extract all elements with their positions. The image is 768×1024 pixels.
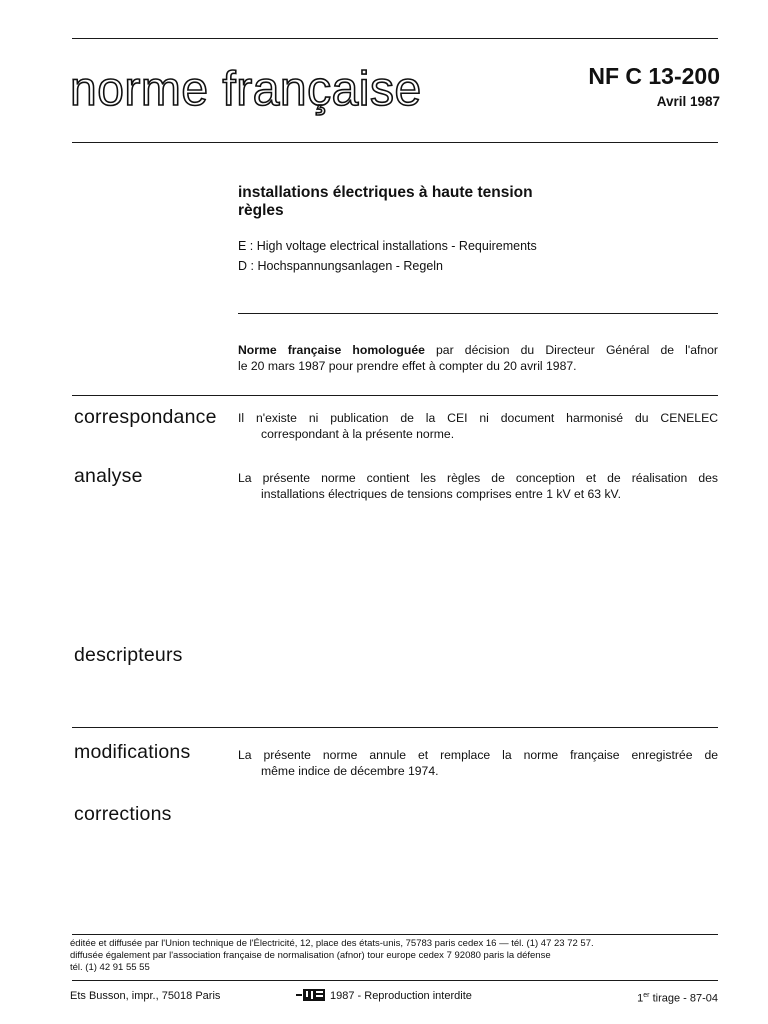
header-rule (72, 142, 718, 143)
correspondance-line-2: correspondant à la présente norme. (261, 427, 455, 441)
tirage-superscript: er (643, 992, 650, 999)
homologation-rest: par décision du Directeur Général de l'afnor (424, 343, 718, 357)
tirage-number: 1 (637, 992, 644, 1005)
correspondance-text (238, 410, 718, 442)
title-line-1: installations électriques à haute tension (238, 184, 533, 201)
modifications-line-1: La présente norme annule et remplace la norme française enregistrée de (238, 748, 718, 762)
homologation-bold: Norme française homologuée (238, 343, 425, 357)
heading-corrections: corrections (74, 803, 172, 825)
analyse-text (238, 470, 718, 502)
standard-reference: NF C 13-200 (588, 63, 720, 89)
ute-logo-icon (296, 989, 326, 1001)
publication-date: Avril 1987 (656, 94, 720, 109)
copyright-text: 1987 - Reproduction interdite (330, 990, 472, 1002)
homologation-line-2: le 20 mars 1987 pour prendre effet à compter du 20 avril 1987. (238, 359, 577, 373)
heading-descripteurs: descripteurs (74, 644, 183, 666)
modifications-line-2: même indice de décembre 1974. (261, 764, 439, 778)
copyright-notice (296, 989, 472, 1003)
publisher-line-1: éditée et diffusée par l'Union technique de l'Électricité, 12, place des états-unis, 75783 paris cedex 16 — tél. (1) 47 23 72 57. (70, 938, 594, 949)
german-translation: D : Hochspannungsanlagen - Regeln (238, 259, 443, 273)
modifications-text (238, 747, 718, 779)
english-translation: E : High voltage electrical installations - Requirements (238, 239, 537, 253)
heading-correspondance: correspondance (74, 406, 217, 428)
homologation-text (238, 342, 718, 374)
descripteurs-rule (72, 727, 718, 728)
title-rule (238, 313, 718, 314)
document-title (238, 184, 718, 220)
analyse-line-2: installations électriques de tensions comprises entre 1 kV et 63 kV. (261, 487, 621, 501)
publisher-info (70, 938, 720, 974)
brand-title: norme française (70, 63, 422, 116)
analyse-line-1: La présente norme contient les règles de conception et de réalisation des (238, 471, 718, 485)
publisher-line-3: tél. (1) 42 91 55 55 (70, 962, 150, 973)
homologation-rule (72, 395, 718, 396)
title-line-2: règles (238, 202, 284, 219)
publisher-line-2: diffusée également par l'association française de normalisation (afnor) tour europe cedex 7 92080 paris la défense (70, 950, 551, 961)
bottom-rule (72, 980, 718, 981)
tirage-info (628, 989, 718, 1006)
printer-info: Ets Busson, impr., 75018 Paris (70, 990, 221, 1002)
tirage-rest: tirage - 87-04 (649, 992, 718, 1005)
top-rule (72, 38, 718, 39)
correspondance-line-1: Il n'existe ni publication de la CEI ni document harmonisé du CENELEC (238, 411, 718, 425)
heading-modifications: modifications (74, 741, 191, 763)
heading-analyse: analyse (74, 465, 143, 487)
homologation-line-1 (238, 342, 718, 358)
footer-rule (72, 934, 718, 935)
